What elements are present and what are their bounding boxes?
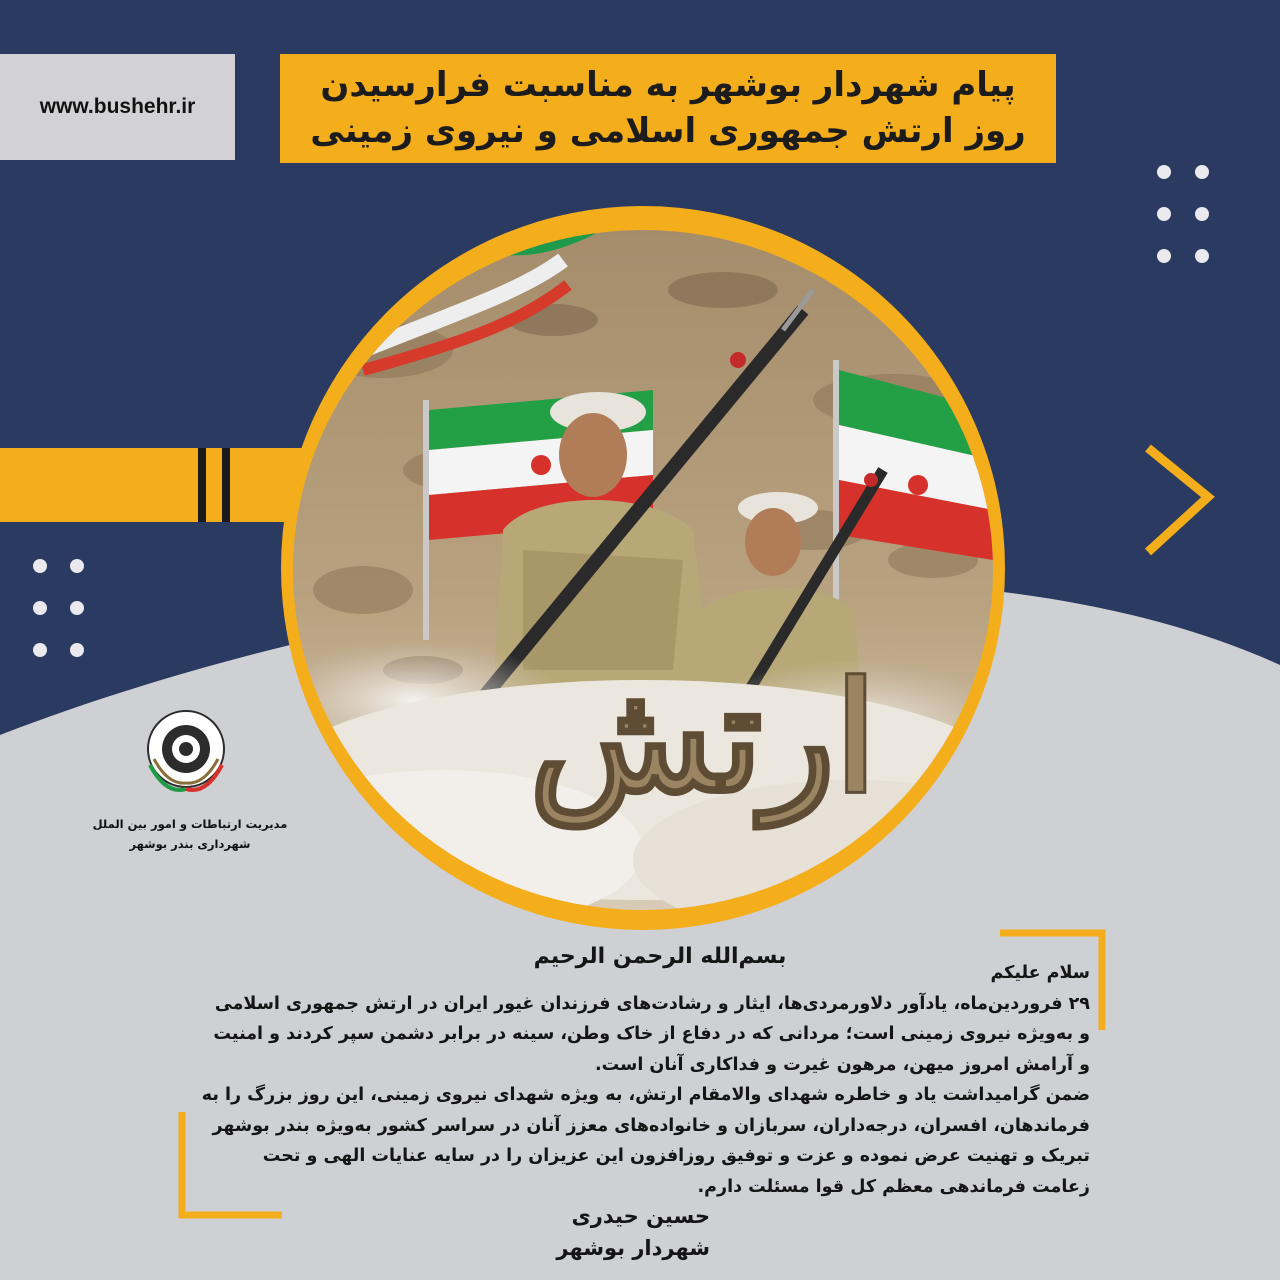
site-url: www.bushehr.ir xyxy=(39,95,196,118)
office-line-1: مدیریت ارتباطات و امور بین الملل xyxy=(92,817,288,831)
dots-left xyxy=(33,559,84,657)
title-line-1: پیام شهردار بوشهر به مناسبت فرارسیدن xyxy=(320,65,1016,105)
basmala: بسم‌الله الرحمن الرحیم xyxy=(533,944,787,969)
signature xyxy=(500,1200,710,1264)
signature-role: شهردار بوشهر xyxy=(556,1236,710,1260)
office-line-2: شهرداری بندر بوشهر xyxy=(129,837,251,851)
handle-stripe-2 xyxy=(222,448,230,522)
chevron-right-icon xyxy=(1148,448,1208,552)
message-paragraph-1: ۲۹ فروردین‌ماه، یادآور دلاورمردی‌ها، ایثار و رشادت‌های فرزندان غیور ایران در ارتش جمهوری اسلامی و به‌ویژه نیروی زمینی است؛ مردانی که در دفاع از خاک وطن، سینه در برابر دشمن سپر کردند و امنیت و آرامش امروز میهن، مرهون غیرت و فداکاری آنان است. xyxy=(213,993,1090,1075)
municipality-emblem xyxy=(136,705,236,805)
army-photo xyxy=(293,230,993,910)
office-caption xyxy=(85,814,295,854)
site-badge xyxy=(0,54,235,160)
greeting: سلام علیکم xyxy=(990,963,1090,983)
signature-name: حسین حیدری xyxy=(571,1204,710,1228)
handle-stripe-1 xyxy=(198,448,206,522)
title-line-2: روز ارتش جمهوری اسلامی و نیروی زمینی xyxy=(310,111,1026,151)
title-banner xyxy=(280,54,1056,163)
message-paragraph-2: ضمن گرامیداشت یاد و خاطره شهدای والامقام ارتش، به ویژه شهدای نیروی زمینی، این روز بزرگ را به فرماندهان، افسران، درجه‌داران، سربازان و خانواده‌های معزز آنان در سراسر کشور به‌ویژه بندر بوشهر تبریک و تهنیت عرض نموده و عزت و توفیق روزافزون این عزیزان را در سایه عنایات الهی و تحت زعامت فرماندهی معظم کل قوا مسئلت دارم. xyxy=(201,1085,1090,1197)
magnifier-handle xyxy=(0,448,320,522)
photo-calligraphy: ارتش xyxy=(529,650,877,826)
message-body xyxy=(200,958,1090,1202)
dots-top-right xyxy=(1157,165,1209,263)
